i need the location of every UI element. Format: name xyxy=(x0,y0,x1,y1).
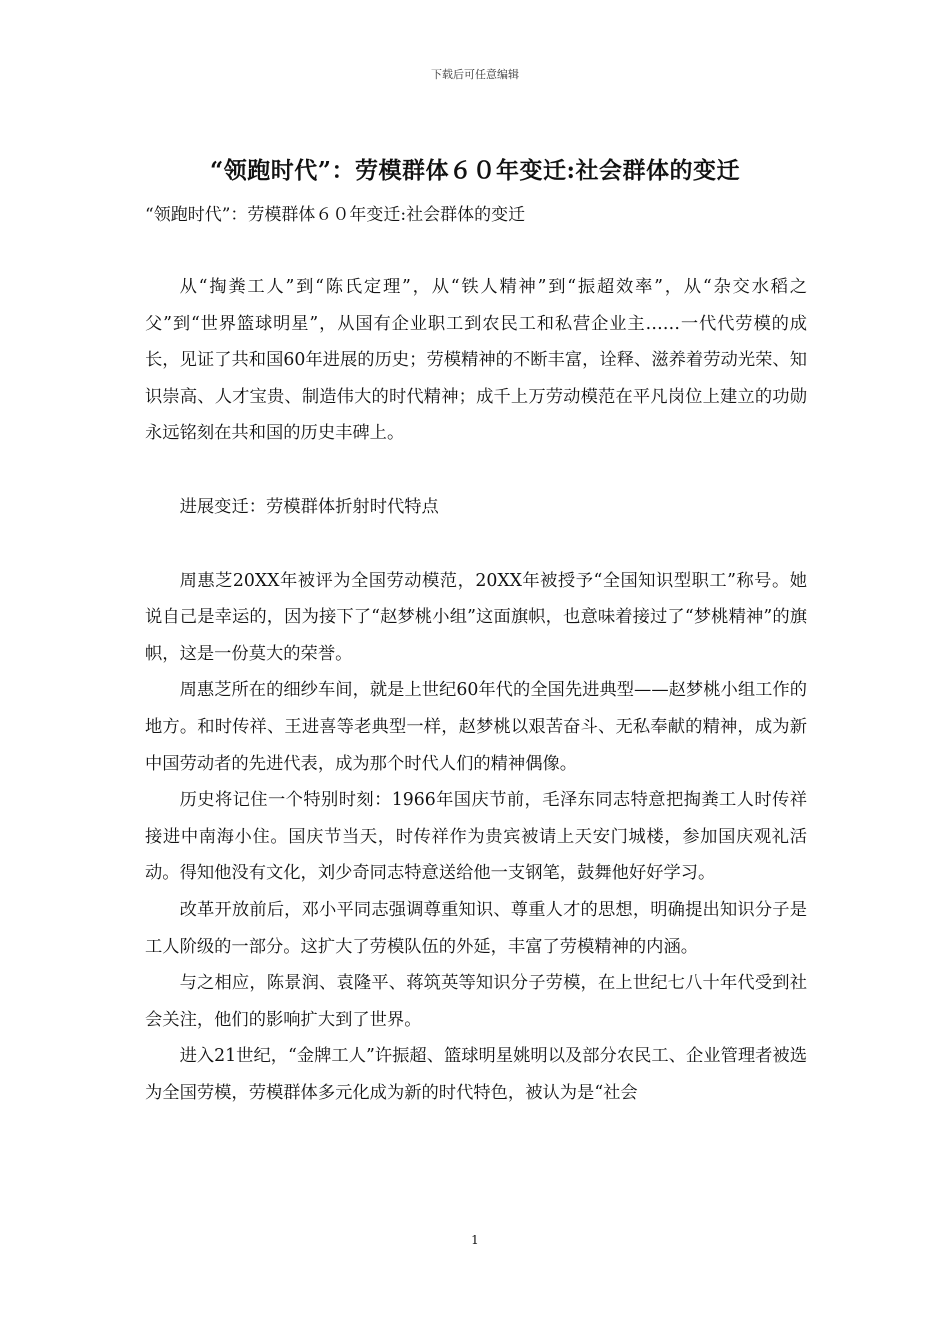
document-title: “领跑时代”：劳模群体６０年变迁:社会群体的变迁 xyxy=(210,157,740,184)
section-heading: 进展变迁：劳模群体折射时代特点 xyxy=(179,496,439,517)
paragraph: 周惠芝所在的细纱车间，就是上世纪60年代的全国先进典型——赵梦桃小组工作的地方。和时传祥、王进喜等老典型一样，赵梦桃以艰苦奋斗、无私奉献的精神，成为新中国劳动者的先进代表，成为那个时代人们的精神偶像。 xyxy=(145,680,807,774)
page-header: 下载后可任意编辑 xyxy=(431,68,519,81)
paragraph: 历史将记住一个特别时刻：1966年国庆节前，毛泽东同志特意把掏粪工人时传祥接进中南海小住。国庆节当天，时传祥作为贵宾被请上天安门城楼，参加国庆观礼活动。得知他没有文化，刘少奇同志特意送给他一支钢笔，鼓舞他好好学习。 xyxy=(145,790,807,884)
paragraph: 改革开放前后，邓小平同志强调尊重知识、尊重人才的思想，明确提出知识分子是工人阶级的一部分。这扩大了劳模队伍的外延，丰富了劳模精神的内涵。 xyxy=(145,899,807,957)
page-number: 1 xyxy=(471,1233,479,1247)
paragraph-intro: 从“掏粪工人”到“陈氏定理”，从“铁人精神”到“振超效率”，从“杂交水稻之父”到“世界篮球明星”，从国有企业职工到农民工和私营企业主……一代代劳模的成长，见证了共和国60年进展的历史；劳模精神的不断丰富，诠释、滋养着劳动光荣、知识崇高、人才宝贵、制造伟大的时代精神；成千上万劳动模范在平凡岗位上建立的功勋永远铭刻在共和国的历史丰碑上。 xyxy=(145,277,807,444)
document-subtitle: “领跑时代”：劳模群体６０年变迁:社会群体的变迁 xyxy=(145,205,526,225)
paragraph: 与之相应，陈景润、袁隆平、蒋筑英等知识分子劳模，在上世纪七八十年代受到社会关注，他们的影响扩大到了世界。 xyxy=(145,973,807,1030)
document-body xyxy=(145,269,807,1111)
paragraph: 周惠芝20XX年被评为全国劳动模范，20XX年被授予“全国知识型职工”称号。她说自己是幸运的，因为接下了“赵梦桃小组”这面旗帜，也意味着接过了“梦桃精神”的旗帜，这是一份莫大的荣誉。 xyxy=(145,570,807,664)
paragraph: 进入21世纪，“金牌工人”许振超、篮球明星姚明以及部分农民工、企业管理者被选为全国劳模，劳模群体多元化成为新的时代特色，被认为是“社会 xyxy=(145,1046,807,1103)
